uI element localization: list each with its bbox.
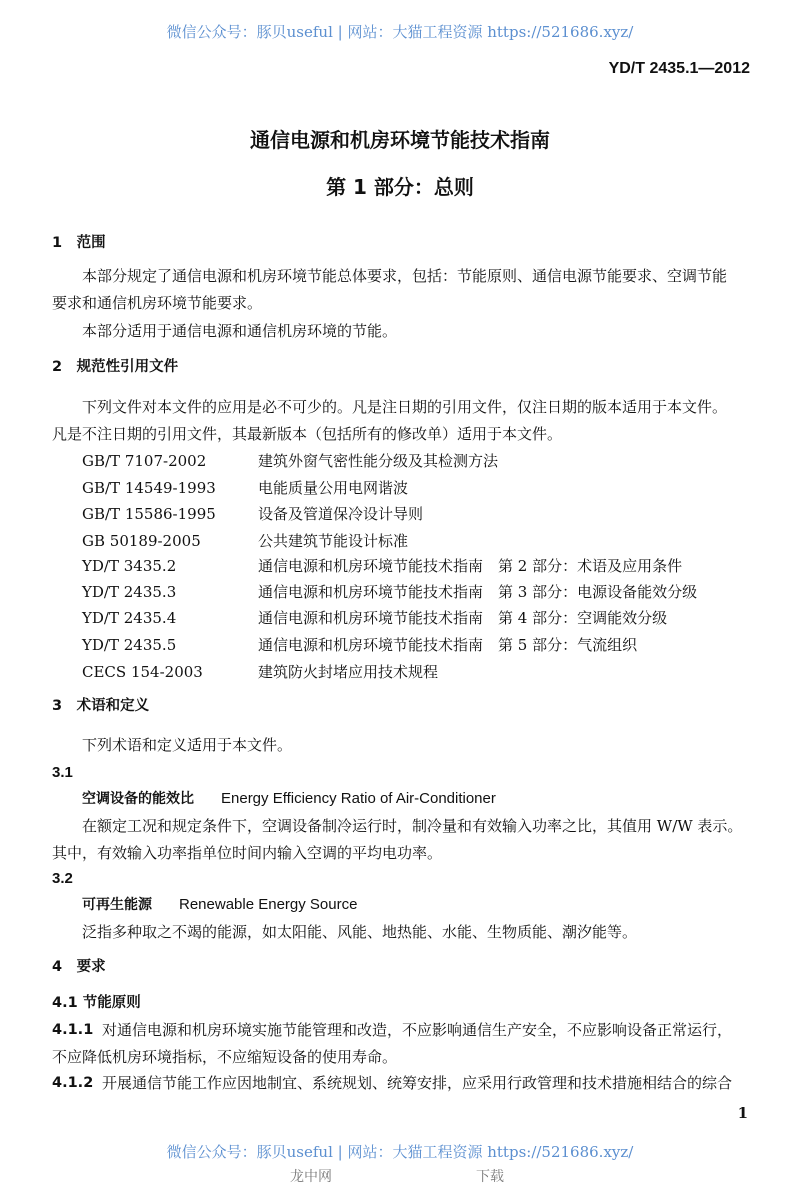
term-en: Energy Efficiency Ratio of Air-Conditioner [221, 790, 496, 807]
term-definition: 其中，有效输入功率指单位时间内输入空调的平均电功率。 [52, 844, 443, 862]
clause-text: 开展通信节能工作应因地制宜、系统规划、统筹安排，应采用行政管理和技术措施相结合的综合 [102, 1074, 733, 1092]
paragraph: 本部分规定了通信电源和机房环境节能总体要求，包括：节能原则、通信电源节能要求、空调节能 [82, 267, 728, 285]
reference-code: YD/T 2435.3 [82, 583, 177, 601]
term-number: 3.2 [52, 870, 73, 887]
clause-number: 4.1.2 [52, 1075, 94, 1091]
reference-code: YD/T 3435.2 [82, 557, 177, 575]
term-en: Renewable Energy Source [179, 896, 358, 913]
reference-title: 通信电源和机房环境节能技术指南 第 2 部分：术语及应用条件 [258, 557, 683, 575]
term-definition: 泛指多种取之不竭的能源，如太阳能、风能、地热能、水能、生物质能、潮汐能等。 [82, 923, 638, 941]
watermark-overlay: 龙中网 [290, 1169, 332, 1185]
paragraph: 要求和通信机房环境节能要求。 [52, 294, 263, 312]
section-3-heading: 3 术语和定义 [52, 698, 150, 714]
reference-code: GB/T 14549-1993 [82, 479, 216, 497]
paragraph: 下列术语和定义适用于本文件。 [82, 736, 293, 754]
watermark-top: 微信公众号：豚贝useful | 网站：大猫工程资源 https://521686.xyz/ [166, 23, 634, 41]
term-definition: 在额定工况和规定条件下，空调设备制冷运行时，制冷量和有效输入功率之比，其值用 W/W 表示。 [82, 817, 743, 835]
clause-number: 4.1.1 [52, 1022, 94, 1038]
section-2-heading: 2 规范性引用文件 [52, 359, 179, 375]
reference-title: 公共建筑节能设计标准 [258, 532, 409, 550]
reference-title: 建筑防火封堵应用技术规程 [258, 663, 439, 681]
reference-title: 通信电源和机房环境节能技术指南 第 4 部分：空调能效分级 [258, 609, 668, 627]
subsection-heading: 4.1 节能原则 [52, 995, 141, 1011]
reference-code: YD/T 2435.5 [82, 636, 177, 654]
section-1-heading: 1 范围 [52, 235, 106, 251]
reference-title: 通信电源和机房环境节能技术指南 第 5 部分：气流组织 [258, 636, 638, 654]
paragraph: 下列文件对本文件的应用是必不可少的。凡是注日期的引用文件，仅注日期的版本适用于本文件。 [82, 398, 728, 416]
reference-code: CECS 154-2003 [82, 663, 203, 681]
document-code: YD/T 2435.1—2012 [608, 60, 750, 77]
reference-code: GB/T 15586-1995 [82, 505, 216, 523]
watermark-overlay: 下载 [476, 1169, 504, 1185]
paragraph: 凡是不注日期的引用文件，其最新版本（包括所有的修改单）适用于本文件。 [52, 425, 563, 443]
section-4-heading: 4 要求 [52, 959, 106, 975]
reference-title: 设备及管道保冷设计导则 [258, 505, 424, 523]
reference-title: 电能质量公用电网谐波 [258, 479, 409, 497]
page-number: 1 [737, 1104, 748, 1122]
term-zh: 空调设备的能效比 [82, 791, 194, 807]
paragraph: 本部分适用于通信电源和通信机房环境的节能。 [82, 322, 398, 340]
reference-title: 建筑外窗气密性能分级及其检测方法 [258, 452, 499, 470]
clause-text: 不应降低机房环境指标，不应缩短设备的使用寿命。 [52, 1048, 398, 1066]
term-zh: 可再生能源 [82, 897, 152, 913]
reference-code: YD/T 2435.4 [82, 609, 177, 627]
term-number: 3.1 [52, 764, 73, 781]
document-subtitle: 第 1 部分：总则 [326, 175, 474, 199]
document-title: 通信电源和机房环境节能技术指南 [250, 128, 550, 152]
reference-title: 通信电源和机房环境节能技术指南 第 3 部分：电源设备能效分级 [258, 583, 698, 601]
watermark-bottom: 微信公众号：豚贝useful | 网站：大猫工程资源 https://521686.xyz/ [166, 1143, 634, 1161]
reference-code: GB/T 7107-2002 [82, 452, 207, 470]
clause-text: 对通信电源和机房环境实施节能管理和改造，不应影响通信生产安全，不应影响设备正常运行， [102, 1021, 733, 1039]
reference-code: GB 50189-2005 [82, 532, 201, 550]
